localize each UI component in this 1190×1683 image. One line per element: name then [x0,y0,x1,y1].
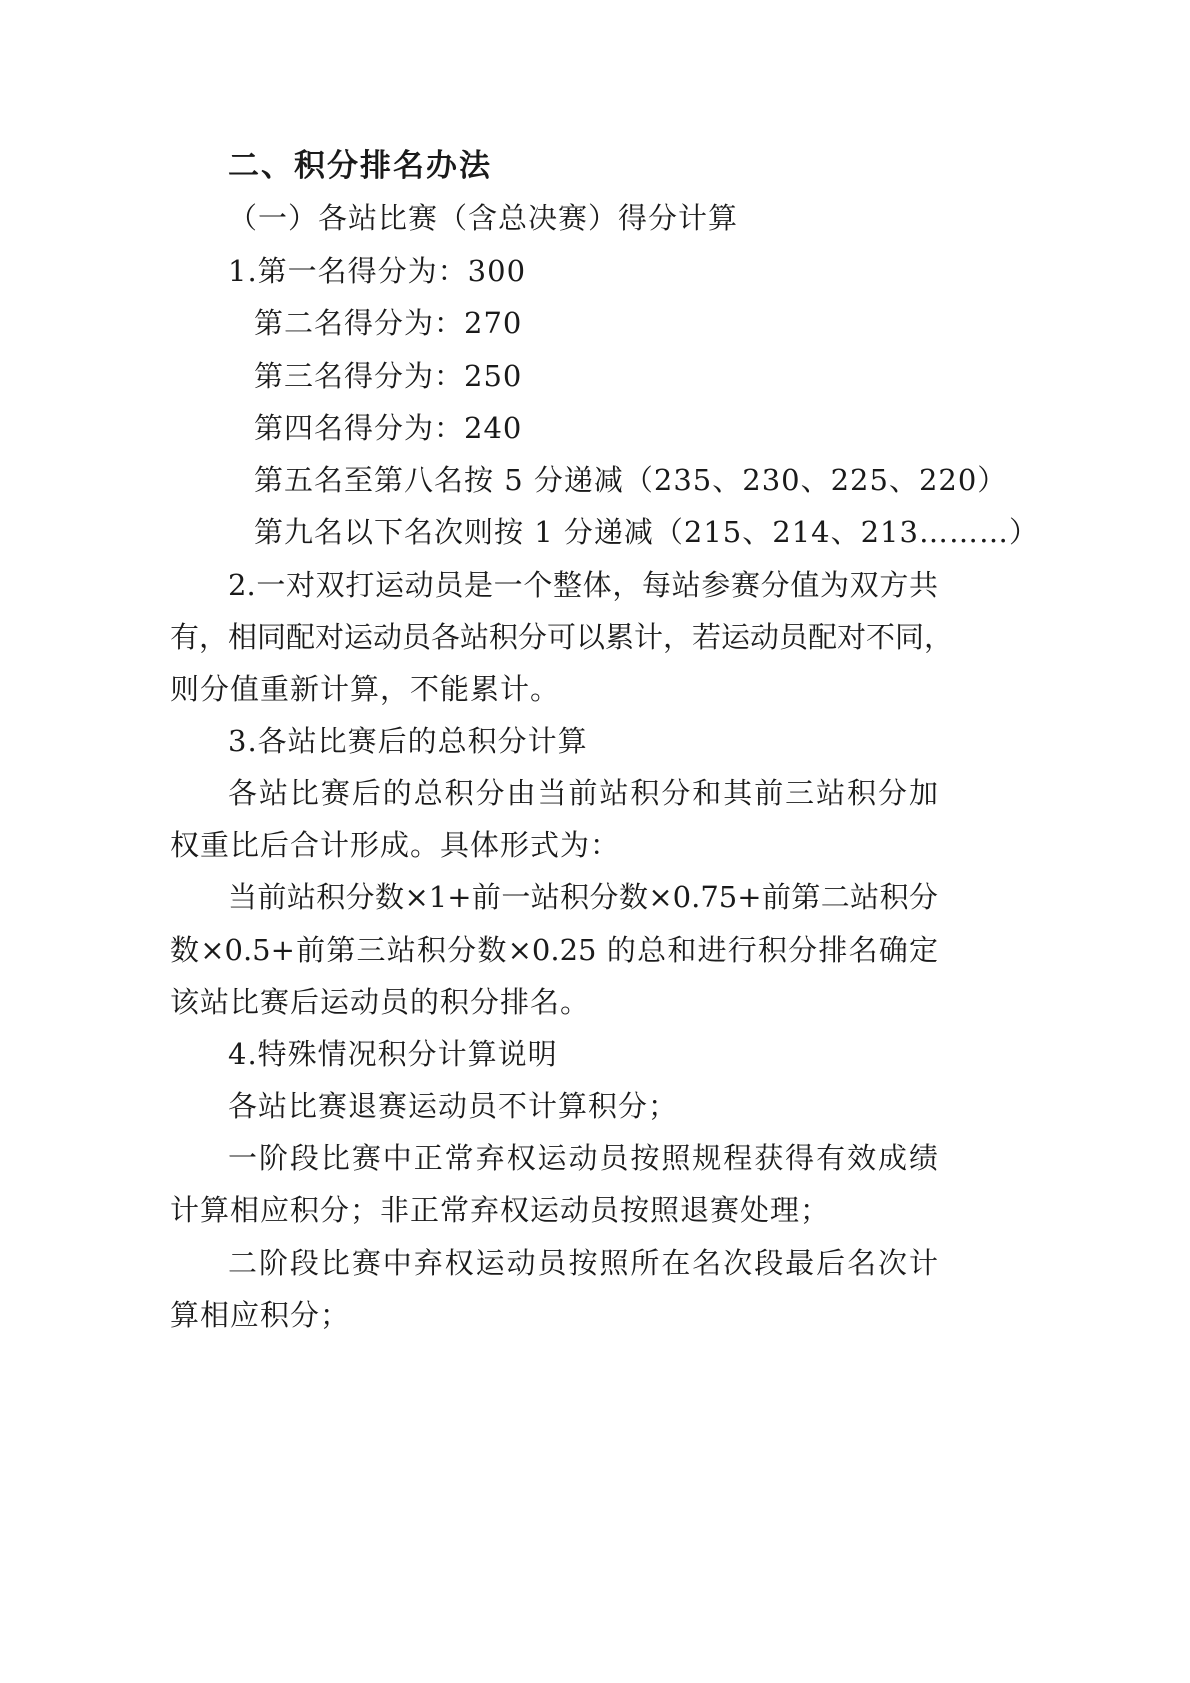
rule2-line3: 则分值重新计算，不能累计。 [170,672,561,706]
rule3-title: 3.各站比赛后的总积分计算 [228,724,588,758]
rule4-para3-line1: 二阶段比赛中弃权运动员按照所在名次段最后名次计 [228,1246,938,1280]
rule3-para1-line2: 权重比后合计形成。具体形式为： [170,828,621,862]
rule1-fifth-to-eighth: 第五名至第八名按 5 分递减（235、230、225、220） [254,463,1008,497]
rule1-ninth-and-below: 第九名以下名次则按 1 分递减（215、214、213………） [254,515,1039,549]
rule4-para3-line2: 算相应积分； [170,1298,351,1332]
rule4-para2-line2: 计算相应积分；非正常弃权运动员按照退赛处理； [170,1193,831,1227]
rule3-para2-line3: 该站比赛后运动员的积分排名。 [170,985,591,1019]
rule1-first: 1.第一名得分为：300 [228,254,527,288]
subsection-heading: （一）各站比赛（含总决赛）得分计算 [228,201,739,235]
rule2-line2: 有，相同配对运动员各站积分可以累计，若运动员配对不同， [170,620,954,654]
rule1-fourth: 第四名得分为：240 [254,411,523,445]
rule3-para1-line1: 各站比赛后的总积分由当前站积分和其前三站积分加 [228,776,938,810]
section-heading: 二、积分排名办法 [228,148,492,184]
rule4-para2-line1: 一阶段比赛中正常弃权运动员按照规程获得有效成绩 [228,1141,938,1175]
rule4-para1: 各站比赛退赛运动员不计算积分； [228,1089,679,1123]
rule3-para2-line1: 当前站积分数×1+前一站积分数×0.75+前第二站积分 [228,880,938,914]
rule4-title: 4.特殊情况积分计算说明 [228,1037,558,1071]
rule3-para2-line2: 数×0.5+前第三站积分数×0.25 的总和进行积分排名确定 [170,933,938,967]
rule1-second: 第二名得分为：270 [254,306,523,340]
rule2-line1: 2.一对双打运动员是一个整体，每站参赛分值为双方共 [228,568,938,602]
rule1-third: 第三名得分为：250 [254,359,523,393]
